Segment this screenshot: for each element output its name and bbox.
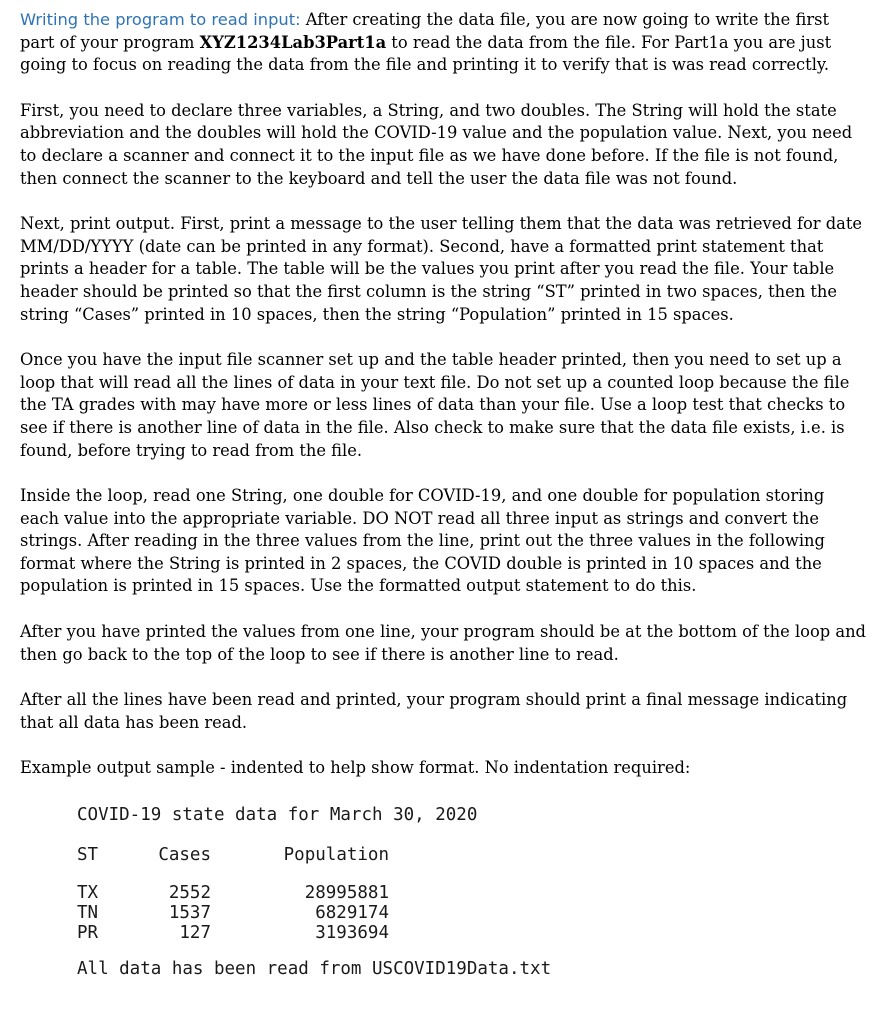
intro-text-a: After creating the data file, you are now going to write the first part of your program	[20, 10, 830, 52]
program-name: XYZ1234Lab3Part1a	[199, 32, 387, 52]
row-population: 3193694	[315, 923, 389, 943]
table-row	[77, 923, 551, 943]
row-population: 28995881	[304, 883, 389, 903]
sample-output-title: COVID-19 state data for March 30, 2020	[77, 805, 478, 825]
row-st: TN	[77, 903, 99, 923]
row-cases: 2552	[168, 883, 211, 903]
table-rows	[77, 883, 551, 943]
row-cases: 127	[179, 923, 211, 943]
paragraph-variables: First, you need to declare three variables, a String, and two doubles. The String will hold the state abbreviation and the doubles will hold the COVID-19 value and the population value. Next, you need to declare a scanner and connect it to the input file as we have done before. If the file is not found, then connect the scanner to the keyboard and tell the user the data file was not found.	[20, 100, 853, 188]
sample-output-block	[77, 803, 551, 981]
paragraph-loop-end: After you have printed the values from one line, your program should be at the bottom of the loop and then go back to the top of the loop to see if there is another line to read.	[20, 622, 866, 664]
final-message-line: All data has been read from USCOVID19Data.txt	[77, 959, 552, 979]
header-cases: Cases	[158, 845, 211, 865]
paragraph-loop-setup: Once you have the input file scanner set up and the table header printed, then you need to set up a loop that will read all the lines of data in your text file. Do not set up a counted loop because the file the TA grades with may have more or less lines of data than your file. Use a loop test that checks to see if there is another line of data in the file. Also check to make sure that the data file exists, i.e. is found, before trying to read from the file.	[20, 350, 850, 460]
document-body	[20, 9, 868, 803]
table-header	[77, 843, 551, 867]
header-st: ST	[77, 845, 99, 865]
section-heading: Writing the program to read input:	[20, 10, 301, 29]
paragraph-print-output: Next, print output. First, print a message to the user telling them that the data was retrieved for date MM/DD/YYYY (date can be printed in any format). Second, have a formatted print statement that prints a header for a table. The table will be the values you print after you read the file. Your table header should be printed so that the first column is the string “ST” printed in two spaces, then the string “Cases” printed in 10 spaces, then the string “Population” printed in 15 spaces.	[20, 214, 863, 324]
header-population: Population	[283, 845, 389, 865]
intro-text-b: to read the data from the file. For Part1a you are just going to focus on reading the data from the file and printing it to verify that is was read correctly.	[20, 32, 832, 75]
row-st: TX	[77, 883, 99, 903]
row-cases: 1537	[168, 903, 211, 923]
row-population: 6829174	[315, 903, 389, 923]
paragraph-intro	[20, 9, 868, 77]
row-st: PR	[77, 923, 99, 943]
paragraph-final-message: After all the lines have been read and printed, your program should print a final message indicating that all data has been read.	[20, 690, 848, 732]
table-row	[77, 903, 551, 923]
table-row	[77, 883, 551, 903]
paragraph-example-intro: Example output sample - indented to help show format. No indentation required:	[20, 758, 691, 778]
paragraph-loop-body: Inside the loop, read one String, one double for COVID-19, and one double for population storing each value into the appropriate variable. DO NOT read all three input as strings and convert the strings. After reading in the three values from the line, print out the three values in the following format where the String is printed in 2 spaces, the COVID double is printed in 10 spaces and the population is printed in 15 spaces. Use the formatted output statement to do this.	[20, 486, 825, 596]
